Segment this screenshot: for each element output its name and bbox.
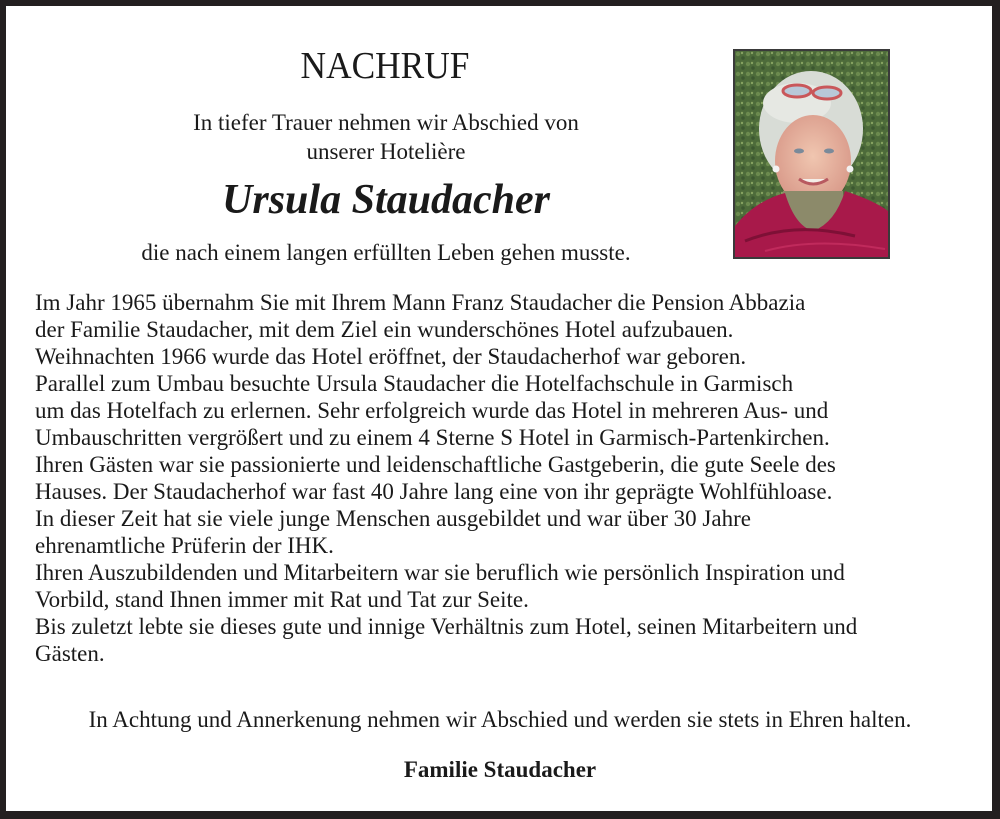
- intro-line: unserer Hoteliѐre: [306, 139, 466, 164]
- notice-title: NACHRUF: [300, 45, 470, 87]
- biography-line: Weihnachten 1966 wurde das Hotel eröffnet, der Staudacherhof war geboren.: [35, 344, 747, 369]
- biography-line: Umbauschritten vergrößert und zu einem 4 Sterne S Hotel in Garmisch-Partenkirchen.: [35, 425, 830, 450]
- biography-line: Im Jahr 1965 übernahm Sie mit Ihrem Mann Franz Staudacher die Pension Abbazia: [35, 290, 806, 315]
- intro-text: [0, 108, 772, 166]
- biography-line: der Familie Staudacher, mit dem Ziel ein wunderschönes Hotel aufzubauen.: [35, 317, 734, 342]
- biography-line: Bis zuletzt lebte sie dieses gute und innige Verhältnis zum Hotel, seinen Mitarbeitern und: [35, 614, 858, 639]
- biography-line: Parallel zum Umbau besuchte Ursula Staudacher die Hotelfachschule in Garmisch: [35, 371, 794, 396]
- subline: die nach einem langen erfüllten Leben gehen musste.: [141, 240, 631, 265]
- biography-line: Vorbild, stand Ihnen immer mit Rat und Tat zur Seite.: [35, 587, 529, 612]
- closing-text: In Achtung und Annerkenung nehmen wir Abschied und werden sie stets in Ehren halten.: [88, 707, 912, 732]
- biography-line: Ihren Auszubildenden und Mitarbeitern war sie beruflich wie persönlich Inspiration und: [35, 560, 845, 585]
- deceased-name: Ursula Staudacher: [222, 177, 550, 223]
- biography-line: Hauses. Der Staudacherhof war fast 40 Jahre lang eine von ihr geprägte Wohlfühloase.: [35, 479, 833, 504]
- intro-line: In tiefer Trauer nehmen wir Abschied von: [193, 110, 579, 135]
- biography-line: Ihren Gästen war sie passionierte und leidenschaftliche Gastgeberin, die gute Seele des: [35, 452, 836, 477]
- signature: Familie Staudacher: [403, 757, 597, 782]
- portrait-image: [735, 51, 888, 257]
- biography-line: um das Hotelfach zu erlernen. Sehr erfolgreich wurde das Hotel in mehreren Aus- und: [35, 398, 829, 423]
- biography-line: In dieser Zeit hat sie viele junge Menschen ausgebildet und war über 30 Jahre: [35, 506, 751, 531]
- biography-line: Gästen.: [35, 641, 105, 666]
- portrait-photo: [733, 49, 890, 259]
- biography-line: ehrenamtliche Prüferin der IHK.: [35, 533, 334, 558]
- biography-text: [35, 289, 985, 667]
